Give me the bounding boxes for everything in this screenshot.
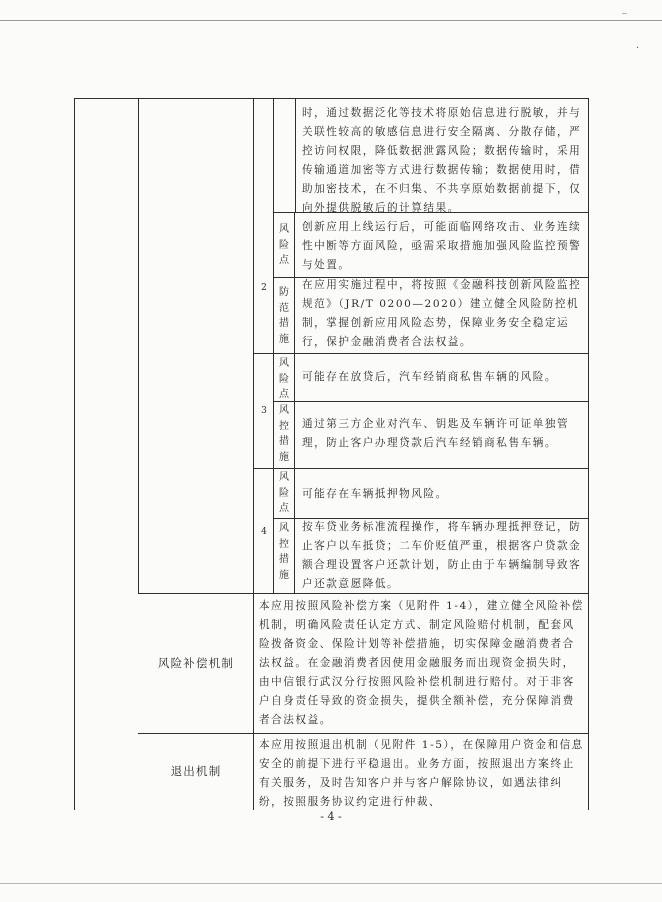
item-number: 3 [261, 406, 267, 416]
row-label: 风险点 [279, 224, 289, 266]
section-label: 风险补偿机制 [157, 656, 235, 670]
table-col-line-2 [253, 98, 254, 810]
row-text: 可能存在车辆抵押物风险。 [302, 488, 448, 500]
corner-mark: ‾ [622, 13, 627, 24]
section-text: 本应用按照风险补偿方案（见附件 1-4），建立健全风险补偿机制，明确风险责任认定方式、制定风险赔付机制，配套风险拨备资金、保险计划等补偿措施，切实保障金融消费者合法权益。在金融消费者因使用金融服务而出现资金损失时，由中信银行武汉分行按照风险补偿机制进行赔付。对于非客户自身责任导致的资金损失，提供全额补偿，充分保障消费者合法权益。 [259, 600, 584, 726]
row-label: 风控措施 [279, 523, 289, 581]
row-text: 可能存在放贷后，汽车经销商私售车辆的风险。 [302, 371, 558, 383]
page-number: - 4 - [320, 810, 342, 823]
row-text: 按车贷业务标准流程操作，将车辆办理抵押登记，防止客户以车抵贷；二车价贬值严重，根据客户贷款金额合理设置客户还款计划，防止由于车辆编制导致客户还款意愿降低。 [302, 521, 582, 590]
row-label: 风控措施 [279, 405, 289, 463]
item-number: 4 [261, 527, 267, 537]
row-line-e [253, 468, 589, 469]
table-col-line-5 [295, 98, 296, 212]
table-border-right [588, 98, 589, 810]
section-text: 本应用按照退出机制（见附件 1-5），在保障用户资金和信息安全的前提下进行平稳退出。业务方面，按照退出方案终止有关服务，及时告知客户并与客户解除协议，如遇法律纠纷，按照服务协议约定进行仲裁、 [259, 739, 584, 808]
table-col-line-4 [294, 212, 295, 593]
row-label: 防范措施 [279, 287, 289, 345]
row-line-d [273, 401, 589, 402]
row-text: 时，通过数据泛化等技术将原始信息进行脱敏，并与关联性较高的敏感信息进行安全隔离、分散存储，严控访问权限，降低数据泄露风险；数据传输时，采用传输通道加密等方式进行数据传输；数据使用时，借助加密技术，在不归集、不共享原始数据前提下，仅向外提供脱敏后的计算结果。 [302, 107, 582, 214]
top-rule [0, 20, 662, 21]
section-label: 退出机制 [170, 764, 222, 778]
row-line-h [138, 733, 589, 734]
table-border-top [74, 98, 589, 99]
table-col-line-1 [138, 98, 139, 593]
row-label: 风险点 [279, 358, 289, 400]
row-text: 通过第三方企业对汽车、钥匙及车辆许可证单独管理，防止客户办理贷款后汽车经销商私售车辆。 [302, 418, 570, 449]
table-border-left [74, 98, 75, 810]
row-text: 创新应用上线运行后，可能面临网络攻击、业务连续性中断等方面风险，亟需采取措施加强风险监控预警与处置。 [302, 221, 582, 271]
item-number: 2 [261, 283, 267, 293]
row-label: 风险点 [279, 472, 289, 514]
margin-mark: · [636, 43, 640, 54]
bottom-rule [0, 883, 662, 884]
row-text: 在应用实施过程中，将按照《金融科技创新风险监控规范》（JR/T 0200—2020）建立健全风险防控机制，掌握创新应用风险态势，保障业务安全稳定运行，保护金融消费者合法权益。 [302, 279, 582, 348]
row-line-c [253, 353, 589, 354]
